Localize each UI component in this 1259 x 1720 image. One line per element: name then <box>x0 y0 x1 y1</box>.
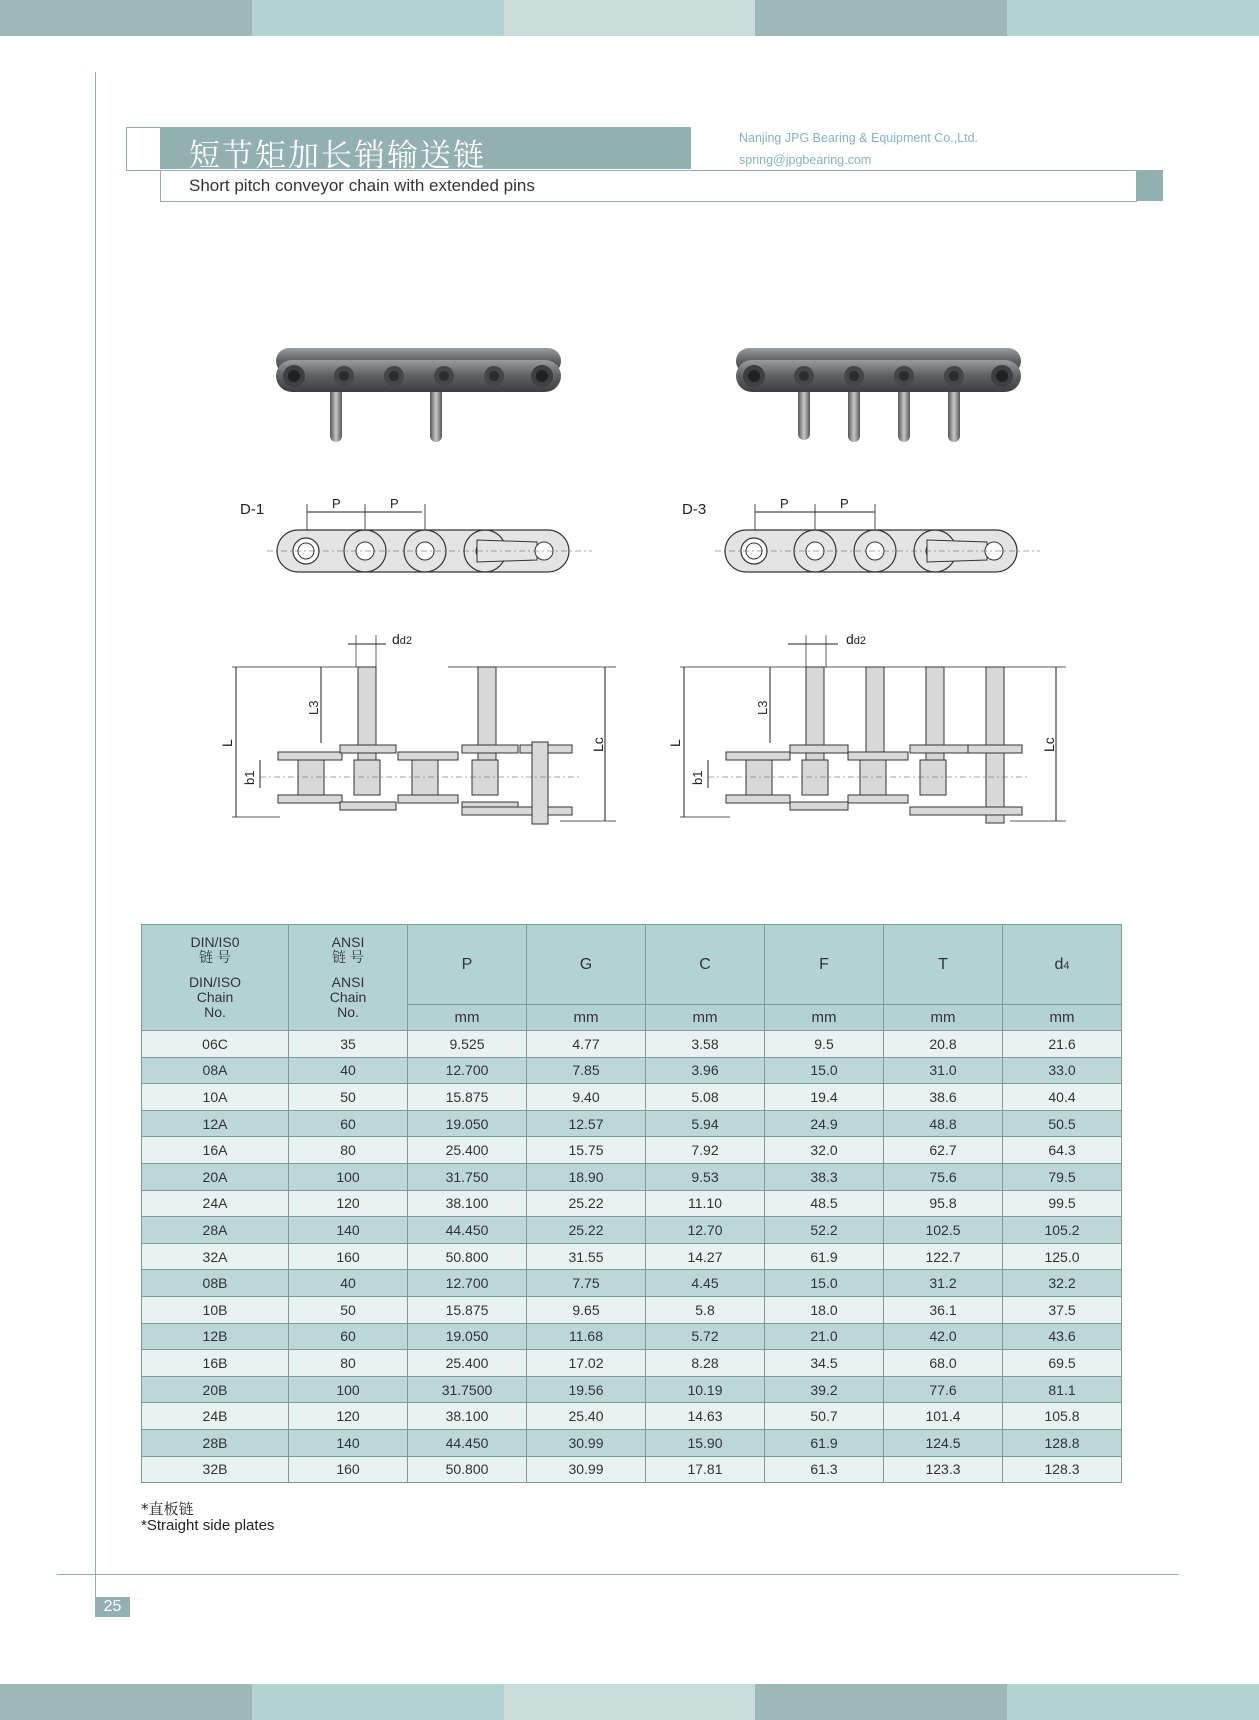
page-title-cn: 短节矩加长销输送链 <box>189 138 486 174</box>
col-header-c: C <box>646 925 765 1005</box>
table-cell: 120 <box>289 1403 408 1430</box>
table-cell: 19.4 <box>765 1084 884 1111</box>
dim-L-label: L <box>219 739 235 747</box>
table-cell: 9.5 <box>765 1031 884 1058</box>
pitch-label: P <box>390 496 399 511</box>
note-en: *Straight side plates <box>141 1517 275 1534</box>
table-cell: 52.2 <box>765 1217 884 1244</box>
table-cell: 105.2 <box>1003 1217 1122 1244</box>
table-cell: 32A <box>142 1243 289 1270</box>
pitch-label: P <box>780 496 789 511</box>
table-cell: 128.3 <box>1003 1456 1122 1483</box>
table-cell: 10.19 <box>646 1376 765 1403</box>
table-cell: 38.3 <box>765 1163 884 1190</box>
table-cell: 14.63 <box>646 1403 765 1430</box>
dim-b1-label: b1 <box>690 770 705 785</box>
table-cell: 10A <box>142 1084 289 1111</box>
table-cell: 16A <box>142 1137 289 1164</box>
dim-d2-label: dd2 <box>846 631 867 647</box>
table-cell: 40 <box>289 1057 408 1084</box>
table-cell: 3.96 <box>646 1057 765 1084</box>
table-cell: 79.5 <box>1003 1163 1122 1190</box>
pitch-label: P <box>332 496 341 511</box>
table-row <box>142 1243 1122 1270</box>
table-cell: 122.7 <box>884 1243 1003 1270</box>
table-cell: 37.5 <box>1003 1296 1122 1323</box>
company-name: Nanjing JPG Bearing & Equipment Co.,Ltd. <box>739 131 979 145</box>
table-cell: 14.27 <box>646 1243 765 1270</box>
diagram-label-d3: D-3 <box>682 501 707 518</box>
table-cell: 25.400 <box>408 1137 527 1164</box>
col-header-din-iso <box>142 925 289 1031</box>
table-cell: 44.450 <box>408 1217 527 1244</box>
table-cell: 50 <box>289 1296 408 1323</box>
side-view-d1 <box>232 490 602 590</box>
table-cell: 7.75 <box>527 1270 646 1297</box>
table-row <box>142 1057 1122 1084</box>
unit-cell: mm <box>408 1005 527 1031</box>
table-cell: 7.92 <box>646 1137 765 1164</box>
col-header-ansi <box>289 925 408 1031</box>
table-cell: 31.7500 <box>408 1376 527 1403</box>
pitch-label: P <box>840 496 849 511</box>
table-cell: 24.9 <box>765 1110 884 1137</box>
table-cell: 19.050 <box>408 1323 527 1350</box>
table-cell: 5.72 <box>646 1323 765 1350</box>
header-ansi-en: ANSI Chain No. <box>329 974 367 1020</box>
table-cell: 64.3 <box>1003 1137 1122 1164</box>
bottom-color-band <box>0 1684 1259 1720</box>
table-cell: 36.1 <box>884 1296 1003 1323</box>
table-cell: 69.5 <box>1003 1350 1122 1377</box>
dim-L3-label: L3 <box>755 700 770 715</box>
table-cell: 44.450 <box>408 1429 527 1456</box>
header-chain-cn: DIN/IS0 链 号 <box>190 934 240 965</box>
table-cell: 21.0 <box>765 1323 884 1350</box>
table-cell: 12B <box>142 1323 289 1350</box>
table-row <box>142 1350 1122 1377</box>
table-cell: 19.56 <box>527 1376 646 1403</box>
col-header-t: T <box>884 925 1003 1005</box>
top-color-band <box>0 0 1259 36</box>
table-cell: 25.40 <box>527 1403 646 1430</box>
table-cell: 43.6 <box>1003 1323 1122 1350</box>
table-cell: 33.0 <box>1003 1057 1122 1084</box>
table-cell: 9.65 <box>527 1296 646 1323</box>
table-cell: 61.9 <box>765 1429 884 1456</box>
table-cell: 12.70 <box>646 1217 765 1244</box>
table-cell: 61.9 <box>765 1243 884 1270</box>
note-cn: *直板链 <box>141 1500 194 1518</box>
table-row <box>142 1323 1122 1350</box>
table-cell: 50.5 <box>1003 1110 1122 1137</box>
diagram-label-d1: D-1 <box>240 501 265 518</box>
table-cell: 31.750 <box>408 1163 527 1190</box>
table-cell: 17.81 <box>646 1456 765 1483</box>
table-cell: 15.875 <box>408 1084 527 1111</box>
table-cell: 60 <box>289 1323 408 1350</box>
header-ansi-cn: ANSI 链 号 <box>331 934 365 965</box>
table-cell: 50 <box>289 1084 408 1111</box>
table-cell: 39.2 <box>765 1376 884 1403</box>
chain-photo-d3 <box>728 330 1033 460</box>
table-cell: 15.90 <box>646 1429 765 1456</box>
col-header-f: F <box>765 925 884 1005</box>
table-row <box>142 1137 1122 1164</box>
unit-cell: mm <box>884 1005 1003 1031</box>
table-row <box>142 1084 1122 1111</box>
table-cell: 9.40 <box>527 1084 646 1111</box>
table-cell: 105.8 <box>1003 1403 1122 1430</box>
table-cell: 31.55 <box>527 1243 646 1270</box>
unit-cell: mm <box>527 1005 646 1031</box>
table-cell: 50.7 <box>765 1403 884 1430</box>
table-cell: 48.5 <box>765 1190 884 1217</box>
table-cell: 38.6 <box>884 1084 1003 1111</box>
table-cell: 11.10 <box>646 1190 765 1217</box>
table-row <box>142 1163 1122 1190</box>
spec-table <box>141 924 1122 1483</box>
table-cell: 19.050 <box>408 1110 527 1137</box>
table-cell: 8.28 <box>646 1350 765 1377</box>
table-cell: 62.7 <box>884 1137 1003 1164</box>
table-cell: 100 <box>289 1376 408 1403</box>
table-row <box>142 1456 1122 1483</box>
table-cell: 28B <box>142 1429 289 1456</box>
table-cell: 80 <box>289 1350 408 1377</box>
table-cell: 15.875 <box>408 1296 527 1323</box>
unit-cell: mm <box>646 1005 765 1031</box>
table-cell: 160 <box>289 1456 408 1483</box>
table-cell: 31.2 <box>884 1270 1003 1297</box>
table-row <box>142 1217 1122 1244</box>
page-title-en: Short pitch conveyor chain with extended pins <box>189 176 535 195</box>
table-row <box>142 1376 1122 1403</box>
table-cell: 10B <box>142 1296 289 1323</box>
table-cell: 06C <box>142 1031 289 1058</box>
subtitle-tab <box>1136 170 1163 201</box>
table-row <box>142 1403 1122 1430</box>
table-cell: 12.700 <box>408 1057 527 1084</box>
table-row <box>142 1190 1122 1217</box>
table-cell: 77.6 <box>884 1376 1003 1403</box>
dim-L-label: L <box>667 739 683 747</box>
table-cell: 24B <box>142 1403 289 1430</box>
table-row <box>142 1429 1122 1456</box>
table-cell: 35 <box>289 1031 408 1058</box>
table-cell: 125.0 <box>1003 1243 1122 1270</box>
table-cell: 3.58 <box>646 1031 765 1058</box>
unit-cell: mm <box>1003 1005 1122 1031</box>
col-header-g: G <box>527 925 646 1005</box>
table-cell: 18.90 <box>527 1163 646 1190</box>
table-cell: 30.99 <box>527 1456 646 1483</box>
table-cell: 15.0 <box>765 1270 884 1297</box>
table-cell: 38.100 <box>408 1403 527 1430</box>
col-header-d4: d4 <box>1003 925 1122 1005</box>
company-email: spring@jpgbearing.com <box>739 153 872 167</box>
table-row <box>142 1270 1122 1297</box>
table-cell: 4.45 <box>646 1270 765 1297</box>
top-view-d3 <box>667 625 1070 830</box>
table-cell: 120 <box>289 1190 408 1217</box>
table-cell: 68.0 <box>884 1350 1003 1377</box>
dim-L3-label: L3 <box>306 700 321 715</box>
table-cell: 40.4 <box>1003 1084 1122 1111</box>
table-cell: 24A <box>142 1190 289 1217</box>
table-cell: 32.2 <box>1003 1270 1122 1297</box>
table-cell: 30.99 <box>527 1429 646 1456</box>
table-cell: 160 <box>289 1243 408 1270</box>
table-cell: 17.02 <box>527 1350 646 1377</box>
table-cell: 12.700 <box>408 1270 527 1297</box>
table-cell: 50.800 <box>408 1456 527 1483</box>
table-cell: 5.8 <box>646 1296 765 1323</box>
table-cell: 124.5 <box>884 1429 1003 1456</box>
table-cell: 25.22 <box>527 1217 646 1244</box>
table-cell: 75.6 <box>884 1163 1003 1190</box>
table-cell: 50.800 <box>408 1243 527 1270</box>
dim-Lc-label: Lc <box>590 737 606 752</box>
table-cell: 38.100 <box>408 1190 527 1217</box>
table-cell: 5.94 <box>646 1110 765 1137</box>
title-frame <box>126 127 163 171</box>
table-header-row <box>142 925 1122 1005</box>
table-row <box>142 1031 1122 1058</box>
table-cell: 99.5 <box>1003 1190 1122 1217</box>
table-cell: 5.08 <box>646 1084 765 1111</box>
table-cell: 42.0 <box>884 1323 1003 1350</box>
table-cell: 28A <box>142 1217 289 1244</box>
table-cell: 34.5 <box>765 1350 884 1377</box>
table-cell: 40 <box>289 1270 408 1297</box>
table-cell: 18.0 <box>765 1296 884 1323</box>
table-cell: 9.525 <box>408 1031 527 1058</box>
table-cell: 25.400 <box>408 1350 527 1377</box>
table-row <box>142 1110 1122 1137</box>
table-cell: 102.5 <box>884 1217 1003 1244</box>
table-cell: 08B <box>142 1270 289 1297</box>
table-body <box>142 1031 1122 1483</box>
dim-d2-label: dd2 <box>392 631 413 647</box>
table-cell: 20A <box>142 1163 289 1190</box>
table-cell: 101.4 <box>884 1403 1003 1430</box>
table-cell: 140 <box>289 1217 408 1244</box>
table-cell: 60 <box>289 1110 408 1137</box>
dim-Lc-label: Lc <box>1041 737 1057 752</box>
table-cell: 81.1 <box>1003 1376 1122 1403</box>
col-header-p: P <box>408 925 527 1005</box>
table-cell: 15.75 <box>527 1137 646 1164</box>
table-cell: 48.8 <box>884 1110 1003 1137</box>
chain-photo-d1 <box>268 330 573 460</box>
table-cell: 12A <box>142 1110 289 1137</box>
table-cell: 20.8 <box>884 1031 1003 1058</box>
table-cell: 21.6 <box>1003 1031 1122 1058</box>
table-cell: 100 <box>289 1163 408 1190</box>
side-view-d3 <box>680 490 1050 590</box>
top-view-d1 <box>220 625 620 830</box>
table-cell: 16B <box>142 1350 289 1377</box>
table-cell: 11.68 <box>527 1323 646 1350</box>
header-chain-en: DIN/ISO Chain No. <box>188 974 242 1020</box>
page-number: 25 <box>95 1597 130 1617</box>
table-cell: 12.57 <box>527 1110 646 1137</box>
table-row <box>142 1296 1122 1323</box>
table-cell: 08A <box>142 1057 289 1084</box>
table-cell: 31.0 <box>884 1057 1003 1084</box>
table-cell: 80 <box>289 1137 408 1164</box>
table-cell: 128.8 <box>1003 1429 1122 1456</box>
footer-rule <box>57 1574 1179 1575</box>
table-cell: 95.8 <box>884 1190 1003 1217</box>
left-margin-rule <box>95 72 96 1609</box>
table-cell: 140 <box>289 1429 408 1456</box>
table-cell: 32.0 <box>765 1137 884 1164</box>
table-cell: 25.22 <box>527 1190 646 1217</box>
table-cell: 20B <box>142 1376 289 1403</box>
table-cell: 4.77 <box>527 1031 646 1058</box>
table-cell: 123.3 <box>884 1456 1003 1483</box>
table-cell: 9.53 <box>646 1163 765 1190</box>
table-cell: 61.3 <box>765 1456 884 1483</box>
unit-cell: mm <box>765 1005 884 1031</box>
table-cell: 32B <box>142 1456 289 1483</box>
table-cell: 15.0 <box>765 1057 884 1084</box>
table-cell: 7.85 <box>527 1057 646 1084</box>
dim-b1-label: b1 <box>242 770 257 785</box>
